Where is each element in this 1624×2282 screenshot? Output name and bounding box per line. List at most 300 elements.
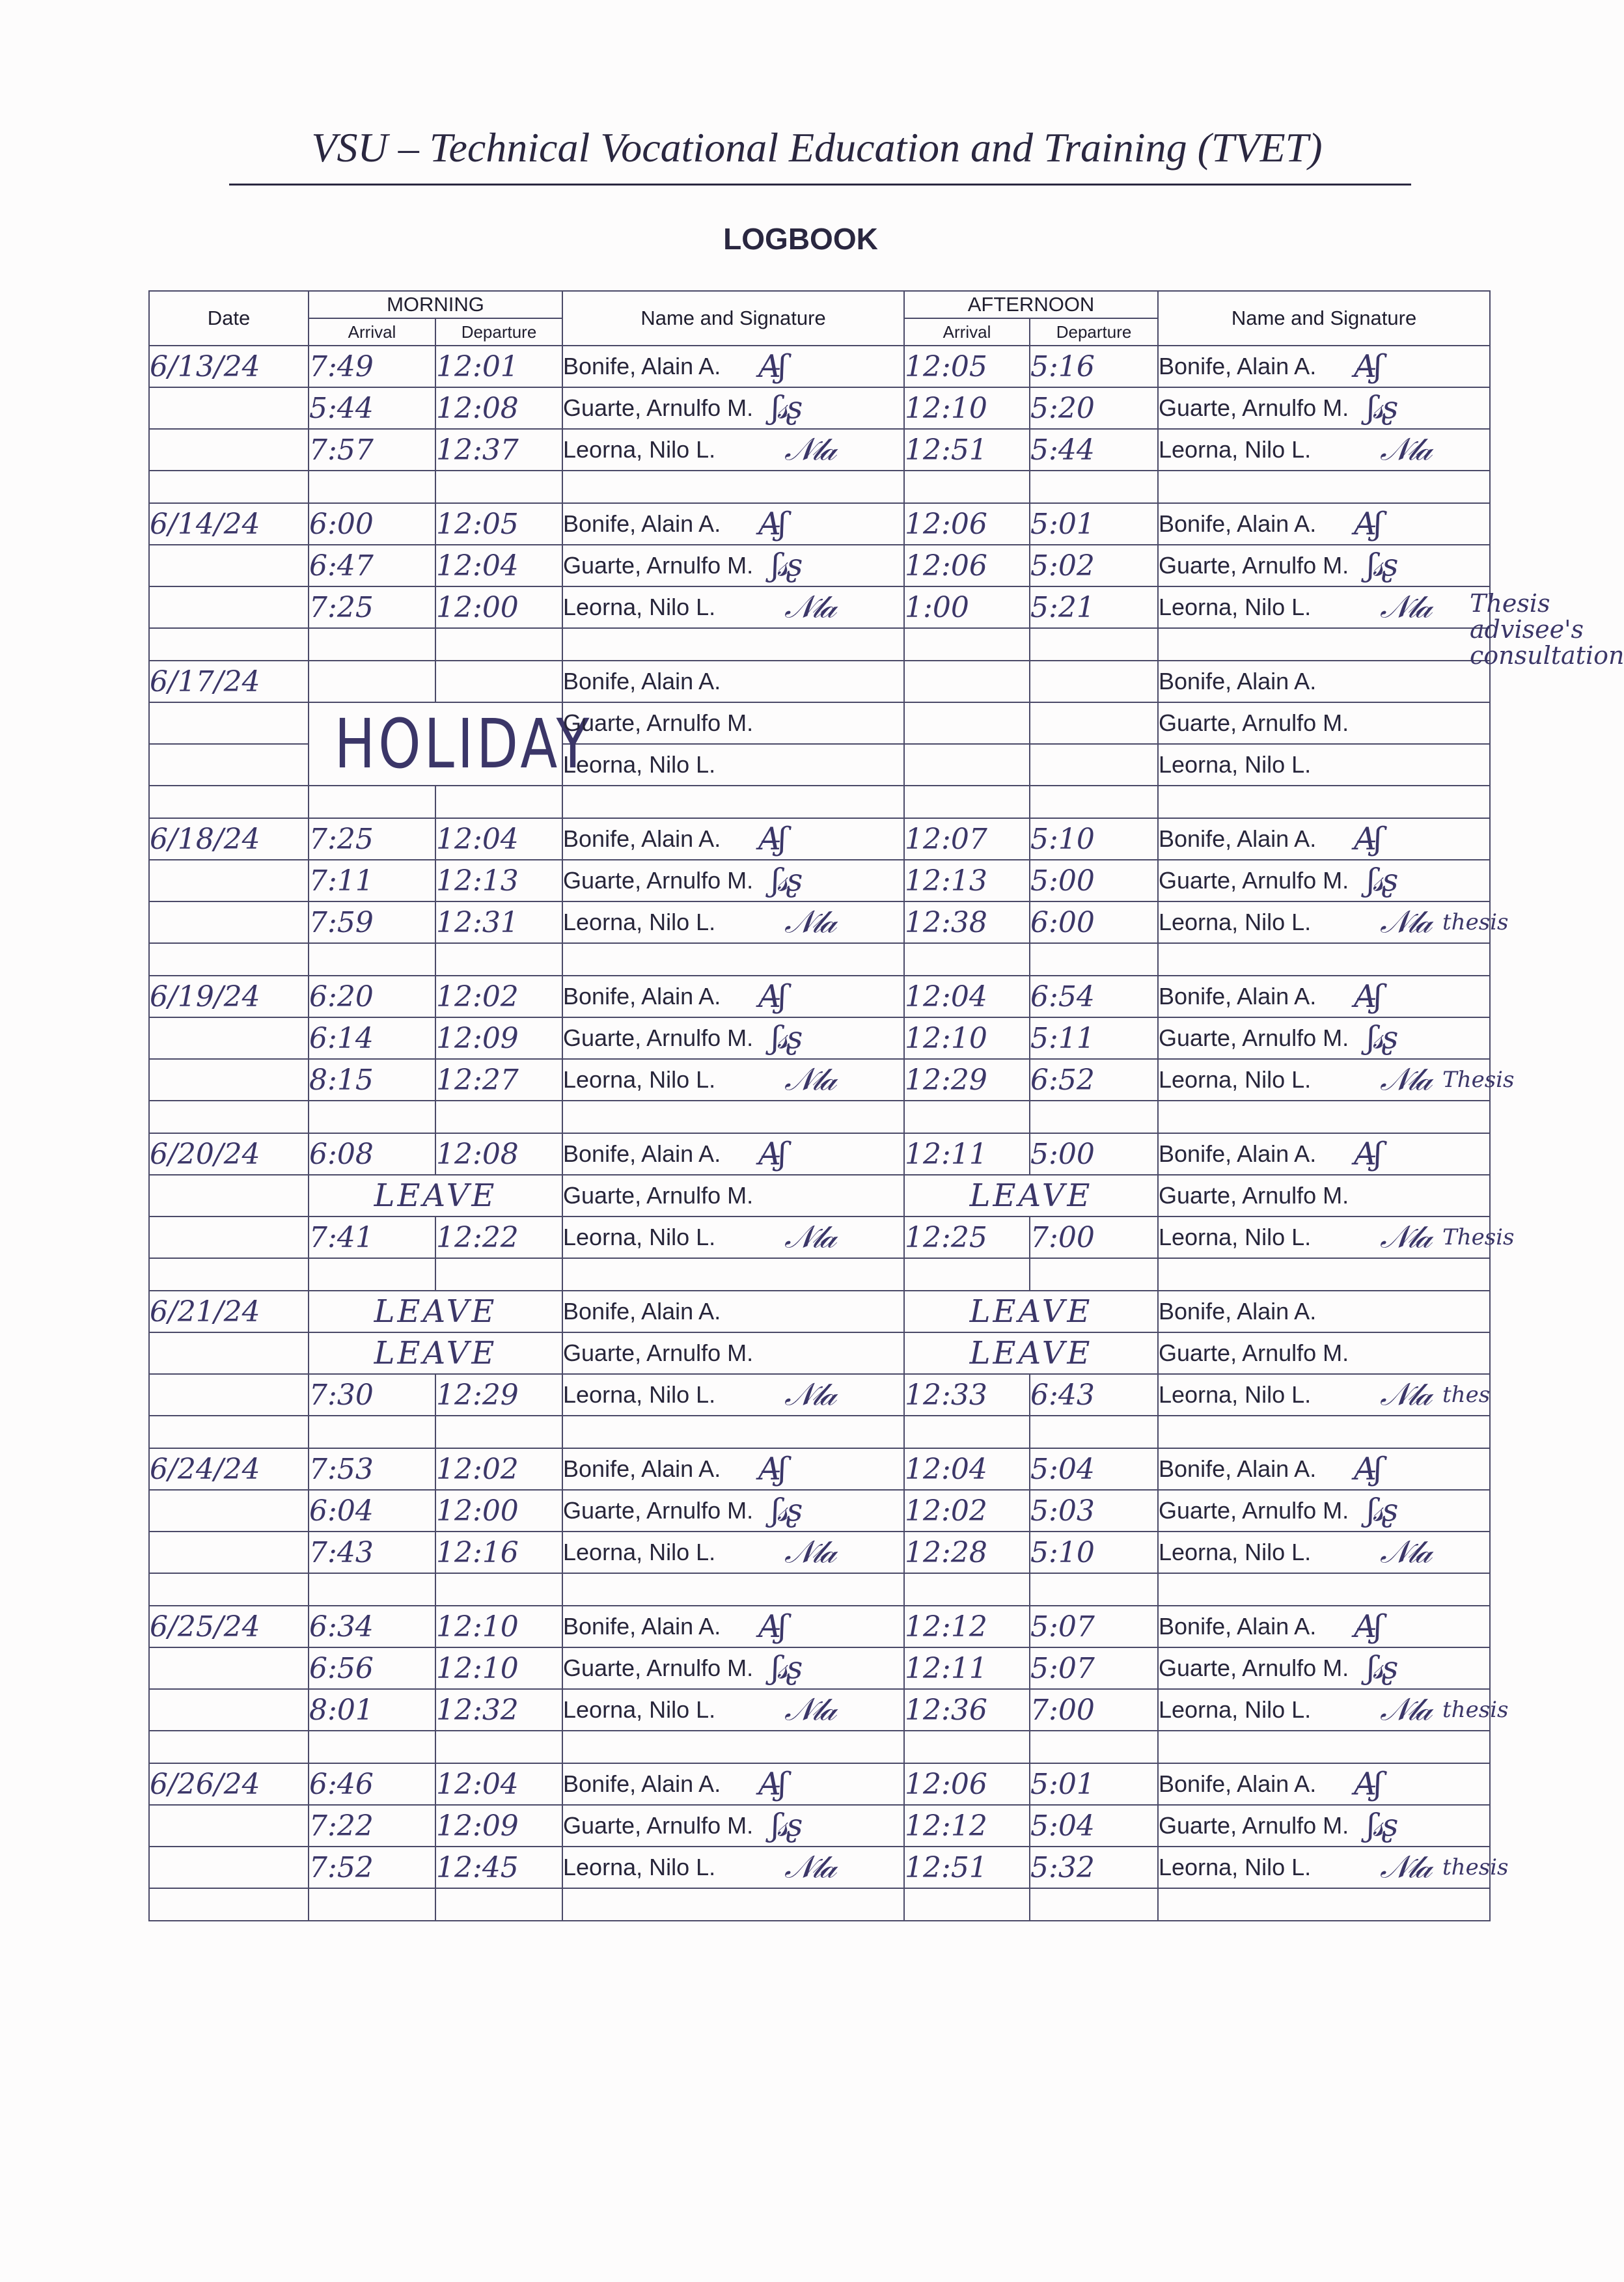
date-cell [149,702,309,744]
afternoon-arrival: 12:33 [904,1374,1030,1416]
signature-mark: 𝒩𝓁𝒶 [784,1061,834,1098]
morning-arrival: 7:25 [309,818,435,860]
separator-row [149,786,1490,818]
afternoon-departure: 5:03 [1030,1490,1158,1532]
date-cell [149,744,309,786]
person-name: Guarte, Arnulfo M. [1159,1340,1349,1366]
person-name: Guarte, Arnulfo M. [1159,867,1349,894]
morning-name-cell [562,1448,904,1490]
morning-name-cell [562,818,904,860]
morning-departure: 12:04 [435,1763,562,1805]
signature-mark: A̶ʃ [1354,978,1380,1015]
morning-arrival: 7:57 [309,429,435,471]
morning-leave: LEAVE [309,1332,562,1374]
signature-mark: 𝒩𝓁𝒶 [784,1849,834,1886]
date-cell [149,429,309,471]
empty-cell [562,943,904,976]
separator-row [149,471,1490,503]
morning-arrival: 6:56 [309,1647,435,1689]
afternoon-departure: 5:16 [1030,346,1158,387]
person-name: Leorna, Nilo L. [563,1066,716,1093]
afternoon-name-cell [1158,976,1490,1017]
morning-departure: 12:04 [435,818,562,860]
person-name: Bonife, Alain A. [1159,668,1317,694]
afternoon-departure [1030,661,1158,702]
signature-mark: ʃ𝓈ʂ [771,1492,800,1529]
date-cell: 6/19/24 [149,976,309,1017]
afternoon-departure [1030,744,1158,786]
person-name: Bonife, Alain A. [1159,510,1317,537]
afternoon-name-cell [1158,702,1490,744]
empty-cell [309,1888,435,1921]
morning-arrival [309,661,435,702]
empty-cell [309,1573,435,1606]
morning-departure: 12:08 [435,387,562,429]
log-body [149,346,1515,1921]
morning-name-cell [562,1133,904,1175]
morning-arrival: 6:34 [309,1606,435,1647]
morning-arrival: 7:41 [309,1217,435,1258]
person-name: Guarte, Arnulfo M. [563,1340,754,1366]
morning-header: MORNING [309,291,562,318]
person-name: Bonife, Alain A. [1159,1298,1317,1325]
person-name: Bonife, Alain A. [1159,983,1317,1010]
empty-cell [562,1258,904,1291]
signature-mark: 𝒩𝓁𝒶 [1380,1061,1430,1098]
row-note: thesis [1442,1697,1509,1723]
date-cell [149,1689,309,1731]
afternoon-name-cell [1158,1490,1490,1532]
date-cell [149,387,309,429]
date-cell: 6/14/24 [149,503,309,545]
empty-cell [904,1573,1030,1606]
afternoon-arrival: 12:06 [904,503,1030,545]
date-cell [149,1805,309,1847]
empty-cell [1030,1731,1158,1763]
afternoon-name-cell [1158,901,1509,943]
empty-cell [1158,1101,1490,1133]
person-name: Bonife, Alain A. [563,1613,721,1640]
afternoon-name-cell [1158,818,1490,860]
signature-mark: ʃ𝓈ʂ [771,1807,800,1844]
afternoon-arrival: 12:28 [904,1532,1030,1573]
signature-mark: ʃ𝓈ʂ [771,547,800,584]
morning-name-cell [562,1490,904,1532]
empty-cell [1158,1573,1490,1606]
morning-name-signature-header: Name and Signature [562,291,904,346]
morning-name-cell [562,744,904,786]
table-row [149,1805,1490,1847]
empty-cell [149,1731,309,1763]
person-name: Leorna, Nilo L. [563,751,716,778]
empty-cell [309,628,435,661]
afternoon-departure: 7:00 [1030,1689,1158,1731]
afternoon-arrival: 12:10 [904,1017,1030,1059]
afternoon-arrival: 12:11 [904,1133,1030,1175]
signature-mark: 𝒩𝓁𝒶 [1380,588,1430,625]
morning-departure: 12:00 [435,1490,562,1532]
morning-name-cell [562,1175,904,1217]
morning-name-cell [562,545,904,586]
person-name: Bonife, Alain A. [563,668,721,694]
afternoon-departure: 5:21 [1030,586,1158,628]
signature-mark: A̶ʃ [758,821,784,857]
person-name: Leorna, Nilo L. [563,1539,716,1565]
date-cell [149,1374,309,1416]
empty-cell [435,786,562,818]
afternoon-name-cell [1158,1017,1490,1059]
morning-arrival: 8:01 [309,1689,435,1731]
empty-cell [149,786,309,818]
morning-departure [435,661,562,702]
afternoon-name-cell [1158,429,1490,471]
morning-arrival: 7:49 [309,346,435,387]
signature-mark: A̶ʃ [1354,506,1380,542]
morning-arrival: 6:08 [309,1133,435,1175]
person-name: Leorna, Nilo L. [563,594,716,620]
logbook-heading: LOGBOOK [723,222,878,256]
afternoon-name-cell [1158,1647,1490,1689]
empty-cell [562,471,904,503]
person-name: Leorna, Nilo L. [1159,1696,1312,1723]
signature-mark: 𝒩𝓁𝒶 [784,903,834,941]
morning-departure: 12:13 [435,860,562,901]
afternoon-arrival: 12:29 [904,1059,1030,1101]
afternoon-leave: LEAVE [904,1332,1158,1374]
side-note: Thesis advisee's consultation [1470,589,1624,670]
table-row [149,1847,1490,1888]
morning-name-cell [562,661,904,702]
person-name: Leorna, Nilo L. [563,1696,716,1723]
table-row [149,818,1490,860]
morning-arrival: 7:43 [309,1532,435,1573]
signature-mark: A̶ʃ [1354,1766,1380,1802]
date-cell: 6/25/24 [149,1606,309,1647]
morning-departure: 12:32 [435,1689,562,1731]
person-name: Leorna, Nilo L. [563,436,716,463]
empty-cell [435,1731,562,1763]
signature-mark: 𝒩𝓁𝒶 [1380,431,1430,468]
signature-mark: A̶ʃ [758,1136,784,1172]
table-row [149,702,1490,744]
morning-departure: 12:27 [435,1059,562,1101]
empty-cell [562,786,904,818]
date-cell: 6/20/24 [149,1133,309,1175]
row-note: thes [1442,1382,1491,1408]
table-row [149,1606,1490,1647]
afternoon-departure: 7:00 [1030,1217,1158,1258]
empty-cell [309,1731,435,1763]
empty-cell [1030,943,1158,976]
afternoon-arrival: 12:06 [904,1763,1030,1805]
person-name: Leorna, Nilo L. [563,1224,716,1250]
title-rule [229,184,1411,186]
table-row [149,1017,1490,1059]
morning-arrival: 7:53 [309,1448,435,1490]
afternoon-arrival: 12:04 [904,976,1030,1017]
afternoon-name-cell [1158,661,1490,702]
person-name: Bonife, Alain A. [563,983,721,1010]
afternoon-name-cell [1158,1532,1490,1573]
signature-mark: 𝒩𝓁𝒶 [784,1533,834,1571]
empty-cell [309,943,435,976]
empty-cell [904,1258,1030,1291]
afternoon-arrival: 1:00 [904,586,1030,628]
signature-mark: ʃ𝓈ʂ [771,1019,800,1056]
signature-mark: A̶ʃ [758,348,784,385]
morning-arrival: 8:15 [309,1059,435,1101]
afternoon-departure: 5:10 [1030,1532,1158,1573]
empty-cell [435,943,562,976]
empty-cell [1030,786,1158,818]
person-name: Leorna, Nilo L. [563,1854,716,1880]
afternoon-name-cell [1158,1847,1509,1888]
separator-row [149,628,1490,661]
person-name: Leorna, Nilo L. [1159,909,1312,935]
morning-departure: 12:10 [435,1606,562,1647]
date-cell [149,1490,309,1532]
afternoon-arrival: 12:04 [904,1448,1030,1490]
table-row [149,1532,1490,1573]
empty-cell [1030,1888,1158,1921]
signature-mark: ʃ𝓈ʂ [771,1649,800,1686]
afternoon-departure [1030,702,1158,744]
person-name: Leorna, Nilo L. [1159,594,1312,620]
table-row [149,661,1490,702]
person-name: Guarte, Arnulfo M. [563,552,754,579]
morning-name-cell [562,702,904,744]
morning-departure: 12:31 [435,901,562,943]
empty-cell [149,1573,309,1606]
morning-arrival: 7:59 [309,901,435,943]
empty-cell [904,786,1030,818]
signature-mark: A̶ʃ [1354,348,1380,385]
afternoon-departure: 6:54 [1030,976,1158,1017]
afternoon-name-cell [1158,860,1490,901]
empty-cell [149,471,309,503]
afternoon-arrival: 12:12 [904,1805,1030,1847]
empty-cell [1158,1888,1490,1921]
date-cell [149,1847,309,1888]
table-row [149,1647,1490,1689]
table-row [149,860,1490,901]
signature-mark: A̶ʃ [1354,1451,1380,1487]
person-name: Leorna, Nilo L. [1159,1381,1312,1408]
afternoon-header: AFTERNOON [904,291,1158,318]
afternoon-departure: 5:00 [1030,1133,1158,1175]
signature-mark: A̶ʃ [758,978,784,1015]
separator-row [149,1888,1490,1921]
afternoon-departure: 5:01 [1030,503,1158,545]
afternoon-departure: 6:00 [1030,901,1158,943]
empty-cell [1158,471,1490,503]
signature-mark: 𝒩𝓁𝒶 [1380,1376,1430,1413]
signature-mark: A̶ʃ [1354,1136,1380,1172]
empty-cell [904,943,1030,976]
table-row [149,1291,1490,1332]
morning-arrival: 6:04 [309,1490,435,1532]
person-name: Guarte, Arnulfo M. [563,1497,754,1524]
afternoon-name-cell [1158,1763,1490,1805]
signature-mark: 𝒩𝓁𝒶 [1380,1849,1430,1886]
afternoon-arrival-header: Arrival [904,318,1030,346]
person-name: Guarte, Arnulfo M. [1159,1812,1349,1839]
morning-name-cell [562,1805,904,1847]
morning-arrival: 7:52 [309,1847,435,1888]
person-name: Guarte, Arnulfo M. [1159,1655,1349,1681]
empty-cell [562,1101,904,1133]
signature-mark: A̶ʃ [758,1766,784,1802]
person-name: Leorna, Nilo L. [563,1381,716,1408]
date-cell: 6/21/24 [149,1291,309,1332]
empty-cell [149,1101,309,1133]
signature-mark: A̶ʃ [758,1451,784,1487]
empty-cell [904,1416,1030,1448]
header-row-1 [149,291,1490,318]
person-name: Bonife, Alain A. [1159,1455,1317,1482]
empty-cell [1158,628,1490,661]
morning-name-cell [562,901,904,943]
date-cell [149,1059,309,1101]
signature-mark: A̶ʃ [758,506,784,542]
afternoon-name-cell [1158,744,1490,786]
signature-mark: 𝒩𝓁𝒶 [1380,1691,1430,1728]
empty-cell [149,628,309,661]
separator-row [149,1731,1490,1763]
page-title: VSU – Technical Vocational Education and Training (TVET) [311,124,1323,171]
empty-cell [309,1101,435,1133]
morning-name-cell [562,860,904,901]
person-name: Guarte, Arnulfo M. [563,1182,754,1209]
afternoon-arrival: 12:13 [904,860,1030,901]
afternoon-arrival: 12:10 [904,387,1030,429]
afternoon-arrival [904,744,1030,786]
afternoon-departure-header: Departure [1030,318,1158,346]
person-name: Bonife, Alain A. [563,1140,721,1167]
afternoon-name-cell [1158,346,1490,387]
table-row [149,429,1490,471]
signature-mark: 𝒩𝓁𝒶 [1380,1533,1430,1571]
table-row [149,1133,1490,1175]
person-name: Guarte, Arnulfo M. [1159,1182,1349,1209]
afternoon-departure: 6:52 [1030,1059,1158,1101]
empty-cell [904,1731,1030,1763]
date-cell: 6/17/24 [149,661,309,702]
person-name: Bonife, Alain A. [563,825,721,852]
afternoon-departure: 5:00 [1030,860,1158,901]
person-name: Guarte, Arnulfo M. [563,394,754,421]
afternoon-name-cell [1158,1606,1490,1647]
empty-cell [562,1731,904,1763]
separator-row [149,1416,1490,1448]
empty-cell [562,1573,904,1606]
person-name: Guarte, Arnulfo M. [563,1655,754,1681]
person-name: Bonife, Alain A. [563,1455,721,1482]
person-name: Guarte, Arnulfo M. [563,1024,754,1051]
person-name: Leorna, Nilo L. [563,909,716,935]
afternoon-departure: 5:04 [1030,1805,1158,1847]
separator-row [149,1258,1490,1291]
morning-arrival-header: Arrival [309,318,435,346]
empty-cell [309,786,435,818]
date-cell: 6/18/24 [149,818,309,860]
morning-departure: 12:45 [435,1847,562,1888]
table-row [149,1059,1490,1101]
afternoon-departure: 5:07 [1030,1647,1158,1689]
person-name: Guarte, Arnulfo M. [563,709,754,736]
afternoon-name-cell [1158,387,1490,429]
afternoon-name-signature-header: Name and Signature [1158,291,1490,346]
afternoon-name-cell [1158,545,1490,586]
morning-name-cell [562,586,904,628]
date-cell [149,1017,309,1059]
afternoon-name-cell [1158,1291,1490,1332]
person-name: Guarte, Arnulfo M. [563,1812,754,1839]
afternoon-arrival: 12:12 [904,1606,1030,1647]
table-row [149,1763,1490,1805]
afternoon-departure: 5:10 [1030,818,1158,860]
empty-cell [904,1101,1030,1133]
morning-name-cell [562,1847,904,1888]
morning-departure: 12:02 [435,1448,562,1490]
morning-arrival: 6:14 [309,1017,435,1059]
afternoon-leave: LEAVE [904,1175,1158,1217]
morning-name-cell [562,503,904,545]
morning-leave: LEAVE [309,1175,562,1217]
signature-mark: ʃ𝓈ʂ [1367,389,1396,426]
empty-cell [435,471,562,503]
afternoon-arrival: 12:51 [904,1847,1030,1888]
morning-arrival: 5:44 [309,387,435,429]
morning-name-cell [562,976,904,1017]
empty-cell [1030,1573,1158,1606]
morning-departure: 12:37 [435,429,562,471]
empty-cell [149,1416,309,1448]
empty-cell [1030,1101,1158,1133]
morning-departure: 12:29 [435,1374,562,1416]
empty-cell [1030,471,1158,503]
person-name: Bonife, Alain A. [563,1298,721,1325]
morning-departure: 12:05 [435,503,562,545]
empty-cell [149,1258,309,1291]
morning-arrival: 6:46 [309,1763,435,1805]
table-row [149,1448,1490,1490]
table-row [149,387,1490,429]
person-name: Leorna, Nilo L. [1159,1066,1312,1093]
signature-mark: ʃ𝓈ʂ [771,389,800,426]
morning-name-cell [562,1291,904,1332]
morning-name-cell [562,346,904,387]
date-cell [149,901,309,943]
person-name: Bonife, Alain A. [563,510,721,537]
morning-departure: 12:02 [435,976,562,1017]
morning-name-cell [562,1217,904,1258]
morning-arrival: 7:22 [309,1805,435,1847]
empty-cell [904,628,1030,661]
signature-mark: ʃ𝓈ʂ [1367,1649,1396,1686]
date-cell [149,1532,309,1573]
person-name: Bonife, Alain A. [1159,825,1317,852]
afternoon-arrival [904,661,1030,702]
empty-cell [904,471,1030,503]
afternoon-name-cell [1158,1133,1490,1175]
empty-cell [435,628,562,661]
afternoon-departure: 5:07 [1030,1606,1158,1647]
person-name: Leorna, Nilo L. [1159,1224,1312,1250]
afternoon-arrival: 12:05 [904,346,1030,387]
signature-mark: A̶ʃ [1354,1608,1380,1645]
signature-mark: 𝒩𝓁𝒶 [1380,1218,1430,1256]
